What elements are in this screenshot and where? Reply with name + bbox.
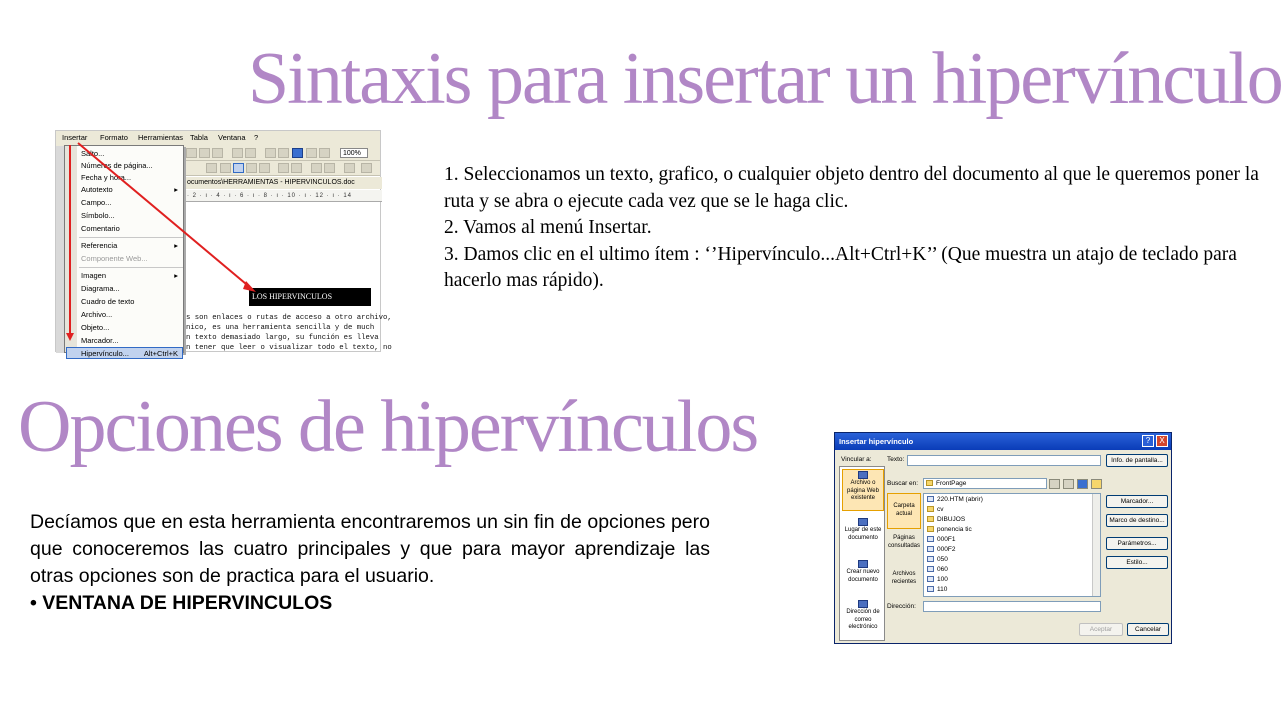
file-name: DIBUJOS: [937, 516, 966, 523]
insert-hyperlink-dialog: [834, 432, 1172, 644]
file-name: 100: [937, 576, 948, 583]
browsed-pages-option[interactable]: Páginas consultadas: [887, 535, 921, 549]
list-item[interactable]: [927, 515, 965, 524]
folder-icon: [927, 506, 934, 512]
folder-icon: [927, 516, 934, 522]
menu-help[interactable]: ?: [254, 133, 259, 142]
menu-item-label: Marcador...: [81, 336, 119, 345]
nav-label: Dirección de correo electrónico: [846, 609, 880, 630]
file-icon: [927, 556, 934, 562]
zoom-select[interactable]: 100%: [340, 148, 368, 158]
red-arrow-line: [78, 143, 252, 289]
menu-insertar[interactable]: Insertar: [62, 133, 88, 142]
file-name: 060: [937, 566, 948, 573]
dropdown-arrow-icon[interactable]: [1049, 479, 1060, 489]
file-name: 110: [937, 586, 948, 593]
document-line: n texto demasiado largo, su función es lleva: [186, 334, 379, 342]
menu-item-label: Cuadro de texto: [81, 297, 135, 306]
bookmark-button[interactable]: Marcador...: [1106, 495, 1168, 508]
menu-item-label: Archivo...: [81, 310, 113, 319]
close-button[interactable]: X: [1156, 435, 1168, 447]
look-in-label: Buscar en:: [887, 480, 919, 487]
selected-text-box: LOS HIPERVINCULOS: [249, 288, 371, 306]
dialog-title: Insertar hipervínculo: [839, 437, 914, 446]
menu-item-label: Salto...: [81, 149, 105, 158]
description-bullet: • VENTANA DE HIPERVINCULOS: [30, 592, 333, 614]
current-folder-option[interactable]: Carpeta actual: [887, 493, 921, 529]
menu-item-label: Fecha y hora...: [81, 173, 132, 182]
word-insert-menu-screenshot: [55, 130, 392, 358]
menu-herramientas[interactable]: Herramientas: [138, 133, 184, 142]
look-in-value: FrontPage: [936, 480, 967, 487]
menu-item-label: Hipervínculo...: [81, 349, 129, 358]
title-syntax: Sintaxis para insertar un hipervínculo: [248, 38, 1282, 120]
text-display-input[interactable]: [907, 455, 1101, 466]
list-item[interactable]: [927, 495, 983, 504]
folder-icon: [927, 526, 934, 532]
style-button[interactable]: Estilo...: [1106, 556, 1168, 569]
list-item[interactable]: [927, 565, 948, 574]
up-folder-icon[interactable]: [1063, 479, 1074, 489]
steps-text: [444, 162, 1264, 295]
look-in-select[interactable]: [923, 478, 1047, 489]
menu-item-label: Imagen: [81, 271, 107, 280]
menu-item-label: Campo...: [81, 198, 112, 207]
nav-place-in-document[interactable]: [842, 517, 884, 542]
help-button[interactable]: ?: [1142, 435, 1154, 447]
description-text: Decíamos que en esta herramienta encontraremos un sin fin de opciones pero que conoceremos las cuatro principales y que para mayor aprendizaje las otras opciones son de practica para el usuario.: [30, 511, 710, 587]
menu-item-label: Números de página...: [81, 161, 153, 170]
place-in-document-icon: [858, 518, 868, 526]
file-icon: [927, 536, 934, 542]
nav-label: Crear nuevo documento: [846, 569, 880, 583]
parameters-button[interactable]: Parámetros...: [1106, 537, 1168, 550]
address-label: Dirección:: [887, 603, 916, 610]
file-icon: [927, 496, 934, 502]
step-2: 2. Vamos al menú Insertar.: [444, 217, 652, 238]
file-icon: [927, 586, 934, 592]
menu-item-label: Comentario: [81, 224, 120, 233]
browse-file-icon[interactable]: [1091, 479, 1102, 489]
menu-item-label: Componente Web...: [81, 254, 148, 263]
screen-tip-button[interactable]: Info. de pantalla...: [1106, 454, 1168, 467]
file-icon: [927, 576, 934, 582]
file-name: 000F2: [937, 546, 956, 553]
step-1: 1. Seleccionamos un texto, grafico, o cualquier objeto dentro del documento al que le queremos poner la ruta y se abra o ejecute cada vez que se le haga clic.: [444, 164, 1259, 212]
list-item[interactable]: [927, 585, 947, 594]
cancel-button[interactable]: Cancelar: [1127, 623, 1169, 636]
address-input[interactable]: [923, 601, 1101, 612]
nav-create-document[interactable]: [842, 559, 884, 584]
menu-item-shortcut: Alt+Ctrl+K: [143, 349, 178, 358]
browse-web-icon[interactable]: [1077, 479, 1088, 489]
text-label: Texto:: [887, 456, 905, 463]
dialog-titlebar: [835, 433, 1171, 450]
list-item[interactable]: [927, 555, 948, 564]
ruler: · 2 · ı · 4 · ı · 6 · ı · 8 · ı · 10 · ı · 12 · ı · 14: [184, 190, 382, 202]
red-arrow-annotations: [56, 131, 392, 353]
document-line: s son enlaces o rutas de acceso a otro archivo,: [186, 314, 392, 322]
nav-label: Archivo o página Web existente: [847, 480, 879, 501]
red-arrowhead: [66, 333, 74, 341]
menu-item-label: Autotexto: [81, 185, 113, 194]
email-icon: [858, 600, 868, 608]
submenu-arrow-icon: ▸: [174, 241, 178, 250]
file-name: 050: [937, 556, 948, 563]
nav-label: Lugar de este documento: [844, 527, 882, 541]
menu-item-label: Símbolo...: [81, 211, 115, 220]
list-item[interactable]: [927, 535, 955, 544]
link-to-label: Vincular a:: [841, 456, 872, 463]
menu-item-label: Diagrama...: [81, 284, 120, 293]
document-path: ocumentos\HERRAMIENTAS - HIPERVINCULOS.doc: [184, 177, 382, 189]
target-frame-button[interactable]: Marco de destino...: [1106, 514, 1168, 527]
step-3: 3. Damos clic en el ultimo ítem : ‘’Hipervínculo...Alt+Ctrl+K’’ (Que muestra un atajo de teclado para hacerlo mas rápido).: [444, 243, 1237, 291]
document-line: n tener que leer o visualizar todo el texto, no: [186, 344, 392, 352]
file-list: [923, 493, 1101, 597]
submenu-arrow-icon: ▸: [174, 271, 178, 280]
list-item[interactable]: [927, 575, 948, 584]
file-icon: [927, 546, 934, 552]
folder-icon: [926, 480, 933, 486]
existing-file-icon: [858, 471, 868, 479]
file-name: ponencia tic: [937, 526, 972, 533]
menu-ventana[interactable]: Ventana: [218, 133, 246, 142]
menu-tabla[interactable]: Tabla: [190, 133, 208, 142]
new-document-icon: [858, 560, 868, 568]
list-item[interactable]: [927, 505, 944, 514]
nav-existing-file[interactable]: [842, 469, 884, 511]
list-item[interactable]: [927, 545, 955, 554]
nav-email-address[interactable]: [842, 599, 884, 632]
file-name: cv: [937, 506, 944, 513]
title-options: Opciones de hipervínculos: [18, 386, 758, 468]
file-name: 000F1: [937, 536, 956, 543]
accept-button[interactable]: Aceptar: [1079, 623, 1123, 636]
link-to-nav: [839, 466, 885, 641]
list-item[interactable]: [927, 525, 972, 534]
description: [30, 509, 710, 617]
file-icon: [927, 566, 934, 572]
document-line: nico, es una herramienta sencilla y de much: [186, 324, 375, 332]
recent-files-option[interactable]: Archivos recientes: [891, 571, 917, 585]
file-list-scrollbar[interactable]: [1092, 494, 1100, 596]
submenu-arrow-icon: ▸: [174, 185, 178, 194]
file-name: 220.HTM (abrir): [937, 496, 983, 503]
browse-options: [887, 493, 921, 593]
menu-item-label: Referencia: [81, 241, 118, 250]
menu-formato[interactable]: Formato: [100, 133, 128, 142]
menu-item-label: Objeto...: [81, 323, 110, 332]
